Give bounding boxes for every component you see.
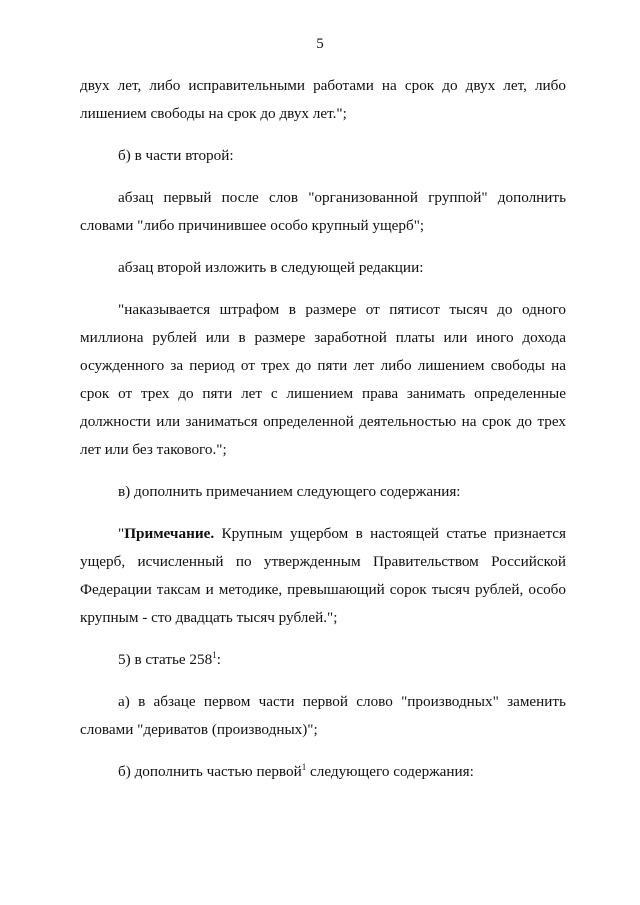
paragraph-second-subparagraph: абзац второй изложить в следующей редакции: <box>118 259 424 276</box>
add-part-superscript: 1 <box>301 762 307 772</box>
paragraph-add-note: в) дополнить примечанием следующего содержания: <box>118 483 461 500</box>
paragraph-penalty-text: "наказывается штрафом в размере от пятисот тысяч до одного миллиона рублей или в размере заработной платы или иного дохода осужденного за период от трех до пяти лет либо лишением свободы на срок от трех до пяти лет с лишением права занимать определенные должности или заниматься определенной деятельностью на срок до трех лет или без такового."; <box>80 301 566 458</box>
paragraph-part-two: б) в части второй: <box>118 147 234 164</box>
add-part-text: б) дополнить частью первой <box>118 763 302 780</box>
paragraph-continuation: двух лет, либо исправительными работами на срок до двух лет, либо лишением свободы на срок до двух лет."; <box>80 77 566 122</box>
article-258-superscript: 1 <box>212 650 217 660</box>
paragraph-note <box>80 520 566 632</box>
add-part-tail: следующего содержания: <box>306 763 474 780</box>
document-body <box>80 72 566 786</box>
page-number: 5 <box>316 36 324 52</box>
paragraph-article-258 <box>80 646 566 674</box>
article-258-tail: : <box>216 651 221 668</box>
article-258-text: 5) в статье 258 <box>118 651 213 668</box>
note-open-quote: " <box>118 525 125 542</box>
paragraph-add-part <box>80 758 566 786</box>
note-heading: Примечание. <box>124 525 215 542</box>
paragraph-first-subparagraph: абзац первый после слов "организованной группой" дополнить словами "либо причинившее особо крупный ущерб"; <box>80 189 566 234</box>
note-body: Крупным ущербом в настоящей статье признается ущерб, исчисленный по утвержденным Правительством Российской Федерации таксам и методике, превышающий сорок тысяч рублей, особо крупным - сто двадцать тысяч рублей."; <box>80 525 566 626</box>
paragraph-replace-word: а) в абзаце первом части первой слово "производных" заменить словами "дериватов (производных)"; <box>80 693 566 738</box>
